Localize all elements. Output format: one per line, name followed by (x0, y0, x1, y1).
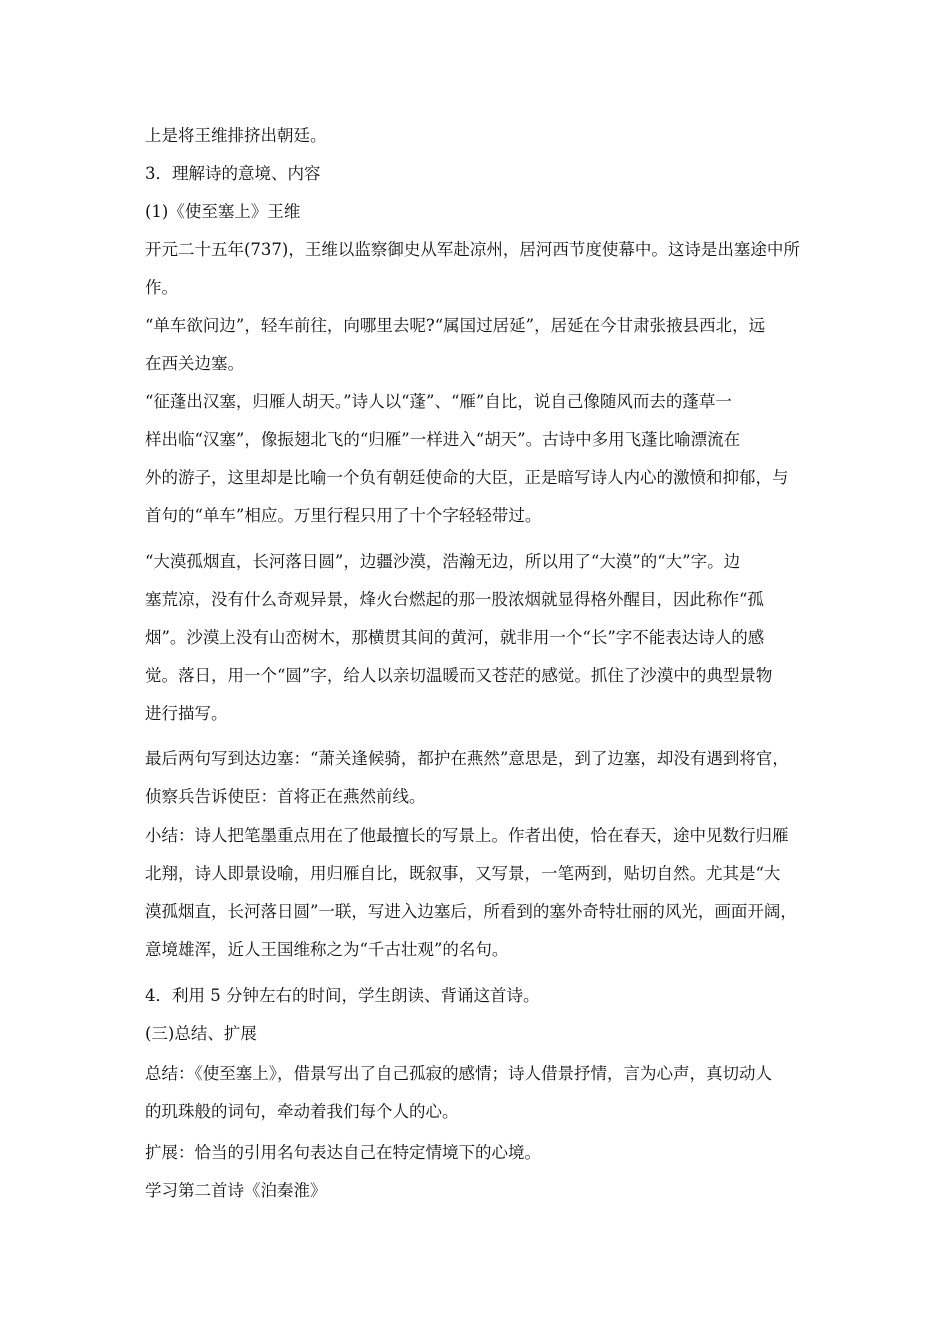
paragraph (145, 231, 835, 307)
text-line: 烟”。沙漠上没有山峦树木，那横贯其间的黄河，就非用一个“长”字不能表达诗人的感 (145, 628, 765, 647)
paragraph (145, 740, 835, 816)
paragraph (145, 1172, 835, 1210)
summary-paragraph (145, 817, 835, 969)
text-line: 开元二十五年(737)，王维以监察御史从军赴凉州，居河西节度使幕中。这诗是出塞途中所 (145, 240, 800, 259)
section-heading (145, 155, 835, 193)
paragraph (145, 117, 835, 155)
text-line: 进行描写。 (145, 704, 228, 723)
text-line: 3．理解诗的意境、内容 (145, 164, 321, 183)
text-line: “大漠孤烟直，长河落日圆”，边疆沙漠，浩瀚无边，所以用了“大漠”的“大”字。边 (145, 552, 741, 571)
text-line: 的玑珠般的词句，牵动着我们每个人的心。 (145, 1102, 459, 1121)
text-line: (1)《使至塞上》王维 (145, 202, 301, 221)
paragraph (145, 307, 835, 383)
text-line: 上是将王维排挤出朝廷。 (145, 126, 327, 145)
text-line: (三)总结、扩展 (145, 1024, 257, 1043)
text-line: 漠孤烟直，长河落日圆”一联，写进入边塞后，所看到的塞外奇特壮丽的风光，画面开阔， (145, 902, 797, 921)
text-line: 侦察兵告诉使臣：首将正在燕然前线。 (145, 787, 426, 806)
text-line: 样出临“汉塞”，像振翅北飞的“归雁”一样进入“胡天”。古诗中多用飞蓬比喻漂流在 (145, 430, 741, 449)
paragraph (145, 1055, 835, 1131)
text-line: 塞荒凉，没有什么奇观异景，烽火台燃起的那一股浓烟就显得格外醒目，因此称作“孤 (145, 590, 764, 609)
text-line: 小结：诗人把笔墨重点用在了他最擅长的写景上。作者出使，恰在春天，途中见数行归雁 (145, 826, 789, 845)
section-heading (145, 1015, 835, 1053)
text-line: 总结：《使至塞上》，借景写出了自己孤寂的感情；诗人借景抒情，言为心声，真切动人 (145, 1064, 772, 1083)
text-line: 4．利用 5 分钟左右的时间，学生朗读、背诵这首诗。 (145, 986, 540, 1005)
paragraph (145, 383, 835, 535)
text-line: 在西关边塞。 (145, 354, 244, 373)
text-line: 作。 (145, 278, 178, 297)
paragraph (145, 1134, 835, 1172)
text-line: 意境雄浑，近人王国维称之为“千古壮观”的名句。 (145, 940, 509, 959)
text-line: 觉。落日，用一个“圆”字，给人以亲切温暖而又苍茫的感觉。抓住了沙漠中的典型景物 (145, 666, 773, 685)
text-line: “征蓬出汉塞，归雁人胡天。”诗人以“蓬”、“雁”自比，说自己像随风而去的蓬草一 (145, 392, 732, 411)
text-line: 北翔，诗人即景设喻，用归雁自比，既叙事，又写景，一笔两到，贴切自然。尤其是“大 (145, 864, 781, 883)
sub-heading (145, 193, 835, 231)
text-line: 首句的“单车”相应。万里行程只用了十个字轻轻带过。 (145, 506, 542, 525)
paragraph (145, 543, 835, 733)
text-line: 最后两句写到达边塞：“萧关逢候骑，都护在燕然”意思是，到了边塞，却没有遇到将官， (145, 749, 789, 768)
text-line: 学习第二首诗《泊秦淮》 (145, 1181, 327, 1200)
text-line: 外的游子，这里却是比喻一个负有朝廷使命的大臣，正是暗写诗人内心的激愤和抑郁，与 (145, 468, 789, 487)
section-heading (145, 977, 835, 1015)
text-line: 扩展：恰当的引用名句表达自己在特定情境下的心境。 (145, 1143, 541, 1162)
text-line: “单车欲问边”，轻车前往，向哪里去呢?“属国过居延”，居延在今甘肃张掖县西北，远 (145, 316, 766, 335)
